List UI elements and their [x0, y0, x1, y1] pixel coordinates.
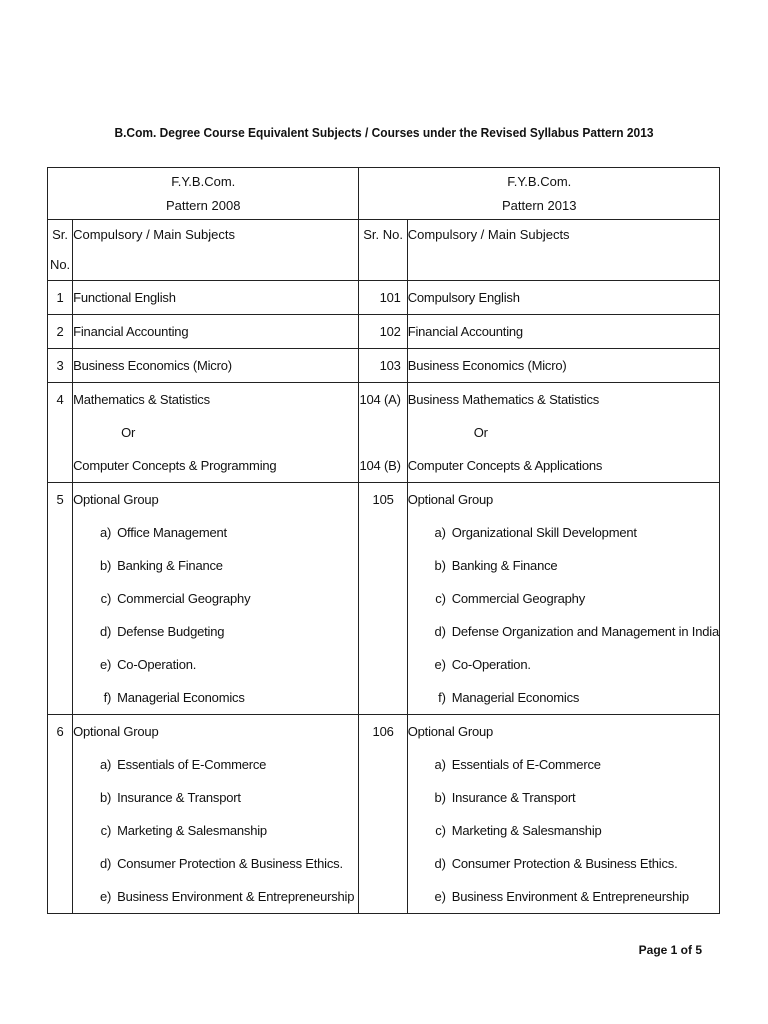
- option-item: b) Insurance & Transport: [99, 790, 241, 805]
- option-item: a) Essentials of E-Commerce: [434, 757, 601, 772]
- table-row: [48, 281, 720, 315]
- sr-no: 102: [379, 324, 401, 339]
- option-item: f) Managerial Economics: [103, 690, 245, 705]
- optional-group-heading: Optional Group: [407, 724, 494, 739]
- subject: Business Mathematics & Statistics: [407, 392, 600, 407]
- or-separator: Or: [121, 425, 136, 440]
- option-item: a) Office Management: [99, 525, 227, 540]
- option-item: c) Commercial Geography: [100, 591, 251, 606]
- sr-no: 1: [56, 290, 64, 305]
- option-item: b) Insurance & Transport: [434, 790, 576, 805]
- sr-no: 4: [56, 392, 64, 407]
- sr-no: 105: [372, 492, 394, 507]
- subjects-header-left: Compulsory / Main Subjects: [73, 220, 359, 281]
- table-row: [48, 383, 720, 483]
- pattern-header-row: [48, 168, 720, 220]
- subject: Computer Concepts & Programming: [73, 458, 277, 473]
- subject: Financial Accounting: [73, 324, 189, 339]
- option-item: e) Business Environment & Entrepreneurship: [434, 889, 689, 904]
- subject: Compulsory English: [407, 290, 520, 305]
- sr-no: 101: [379, 290, 401, 305]
- subject: Business Economics (Micro): [407, 358, 567, 373]
- option-item: c) Commercial Geography: [435, 591, 585, 606]
- pattern-left-year: Pattern 2008: [166, 198, 241, 213]
- subject: Business Economics (Micro): [73, 358, 232, 373]
- sr-no: 104 (B): [359, 458, 401, 473]
- option-item: a) Essentials of E-Commerce: [99, 757, 267, 772]
- subject: Financial Accounting: [407, 324, 523, 339]
- sr-no: 5: [56, 492, 64, 507]
- subject: Functional English: [73, 290, 176, 305]
- sr-no: 103: [379, 358, 401, 373]
- sr-no-header-right: Sr. No.: [359, 220, 407, 281]
- option-item: e) Co-Operation.: [99, 657, 197, 672]
- table-row: [48, 483, 720, 715]
- sr-no: 3: [56, 358, 64, 373]
- table-row: [48, 349, 720, 383]
- option-item: b) Banking & Finance: [99, 558, 223, 573]
- sr-no: 6: [56, 724, 64, 739]
- option-item: b) Banking & Finance: [434, 558, 558, 573]
- optional-group-heading: Optional Group: [73, 724, 159, 739]
- page-number: Page 1 of 5: [638, 943, 702, 957]
- optional-group-heading: Optional Group: [73, 492, 159, 507]
- optional-group-heading: Optional Group: [407, 492, 494, 507]
- option-item: d) Defense Organization and Management in India: [434, 624, 719, 639]
- table-row: [48, 315, 720, 349]
- sr-no-header-left: Sr. No.: [48, 220, 73, 281]
- option-item: d) Consumer Protection & Business Ethics.: [434, 856, 678, 871]
- option-item: e) Co-Operation.: [434, 657, 531, 672]
- option-item: d) Defense Budgeting: [99, 624, 225, 639]
- sr-no: 106: [372, 724, 394, 739]
- column-header-row: [48, 220, 720, 281]
- option-item: c) Marketing & Salesmanship: [435, 823, 602, 838]
- pattern-2013-header: [359, 168, 720, 220]
- pattern-right-course: F.Y.B.Com.: [507, 174, 572, 189]
- option-item: f) Managerial Economics: [438, 690, 580, 705]
- option-item: d) Consumer Protection & Business Ethics.: [99, 856, 343, 871]
- sr-no: 2: [56, 324, 64, 339]
- subject: Mathematics & Statistics: [73, 392, 210, 407]
- subjects-header-right: Compulsory / Main Subjects: [407, 220, 719, 281]
- option-item: e) Business Environment & Entrepreneurship: [99, 889, 355, 904]
- option-item: c) Marketing & Salesmanship: [100, 823, 267, 838]
- or-separator: Or: [473, 425, 488, 440]
- pattern-2008-header: [48, 168, 359, 220]
- document-title: B.Com. Degree Course Equivalent Subjects / Courses under the Revised Syllabus Pattern 2013: [114, 125, 654, 140]
- pattern-left-course: F.Y.B.Com.: [171, 174, 236, 189]
- pattern-right-year: Pattern 2013: [502, 198, 577, 213]
- sr-no: 104 (A): [359, 392, 401, 407]
- equivalence-table: [47, 167, 720, 914]
- option-item: a) Organizational Skill Development: [434, 525, 637, 540]
- table-row: [48, 715, 720, 914]
- subject: Computer Concepts & Applications: [407, 458, 603, 473]
